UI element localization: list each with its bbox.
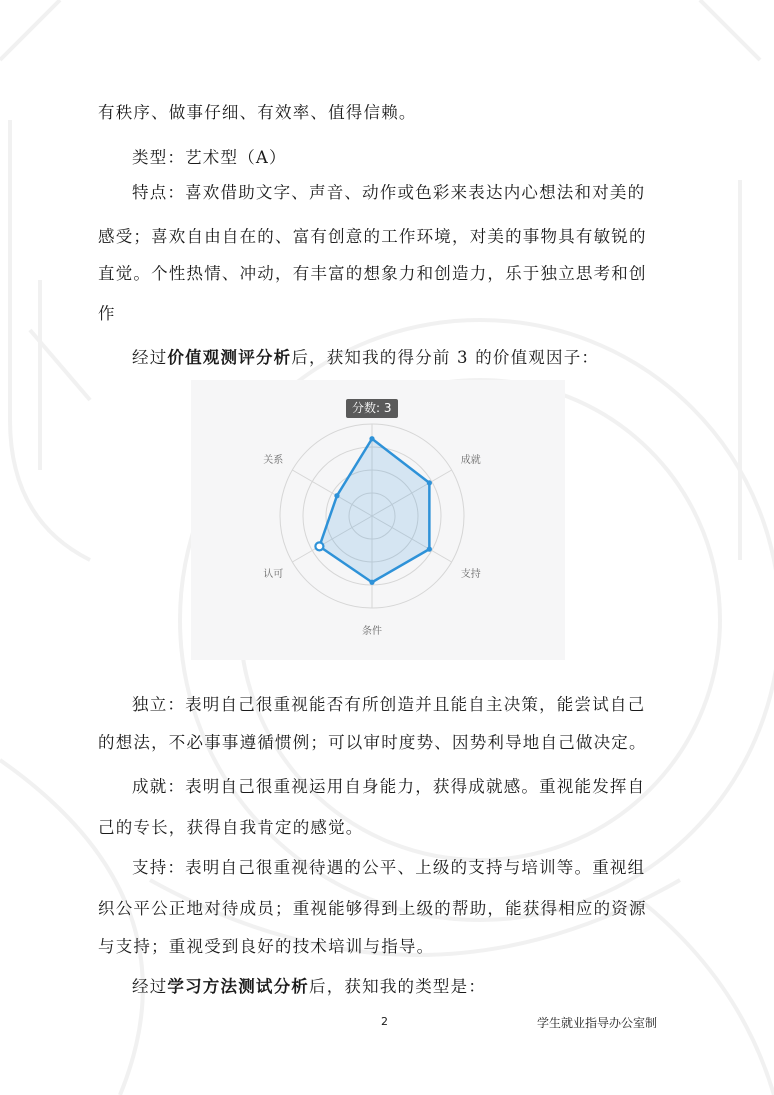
radar-axis-label: 认可 xyxy=(263,569,284,580)
learning-test-intro xyxy=(132,977,678,997)
page-number: 2 xyxy=(381,1015,388,1028)
type-heading: 类型：艺术型（A） xyxy=(132,148,287,167)
radar-point xyxy=(427,480,432,485)
paragraph-line: 作 xyxy=(98,304,116,323)
radar-chart-svg xyxy=(191,380,565,660)
radar-point xyxy=(334,493,339,498)
value-test-intro xyxy=(132,348,678,368)
paragraph-line: 感受；喜欢自由自在的、富有创意的工作环境，对美的事物具有敏锐的 xyxy=(98,227,647,246)
paragraph-line: 特点：喜欢借助文字、声音、动作或色彩来表达内心想法和对美的 xyxy=(132,183,646,202)
intro-prefix: 经过 xyxy=(132,977,168,996)
radar-point xyxy=(427,547,432,552)
radar-axis-label: 支持 xyxy=(460,569,481,580)
radar-point xyxy=(369,580,374,585)
footer-text: 学生就业指导办公室制 xyxy=(537,1016,658,1030)
radar-axis-label: 条件 xyxy=(362,626,382,637)
intro-bold-term: 价值观测评分析 xyxy=(167,348,292,367)
paragraph-line: 的想法，不必事事遵循惯例；可以审时度势、因势利导地自己做决定。 xyxy=(98,733,647,752)
radar-point xyxy=(369,436,374,441)
intro-suffix: 后，获知我的得分前 3 的价值观因子： xyxy=(291,348,600,367)
radar-axis-label: 关系 xyxy=(263,455,284,466)
radar-point-highlighted xyxy=(315,542,323,550)
paragraph-line: 与支持；重视受到良好的技术培训与指导。 xyxy=(98,937,435,956)
paragraph-line: 成就：表明自己很重视运用自身能力，获得成就感。重视能发挥自 xyxy=(132,777,646,796)
paragraph-line: 支持：表明自己很重视待遇的公平、上级的支持与培训等。重视组 xyxy=(132,858,646,877)
paragraph-line: 有秩序、做事仔细、有效率、值得信赖。 xyxy=(98,103,417,122)
radar-axis-label: 成就 xyxy=(460,455,481,466)
score-tooltip: 分数: 3 xyxy=(346,399,398,418)
intro-prefix: 经过 xyxy=(132,348,168,367)
paragraph-line: 直觉。个性热情、冲动，有丰富的想象力和创造力，乐于独立思考和创 xyxy=(98,264,647,283)
paragraph-line: 独立：表明自己很重视能否有所创造并且能自主决策，能尝试自己 xyxy=(132,695,646,714)
paragraph-line: 己的专长，获得自我肯定的感觉。 xyxy=(98,818,364,837)
intro-bold-term: 学习方法测试分析 xyxy=(167,977,310,996)
paragraph-line: 织公平公正地对待成员；重视能够得到上级的帮助，能获得相应的资源 xyxy=(98,899,647,918)
radar-chart xyxy=(191,380,565,660)
intro-suffix: 后，获知我的类型是： xyxy=(309,977,487,996)
